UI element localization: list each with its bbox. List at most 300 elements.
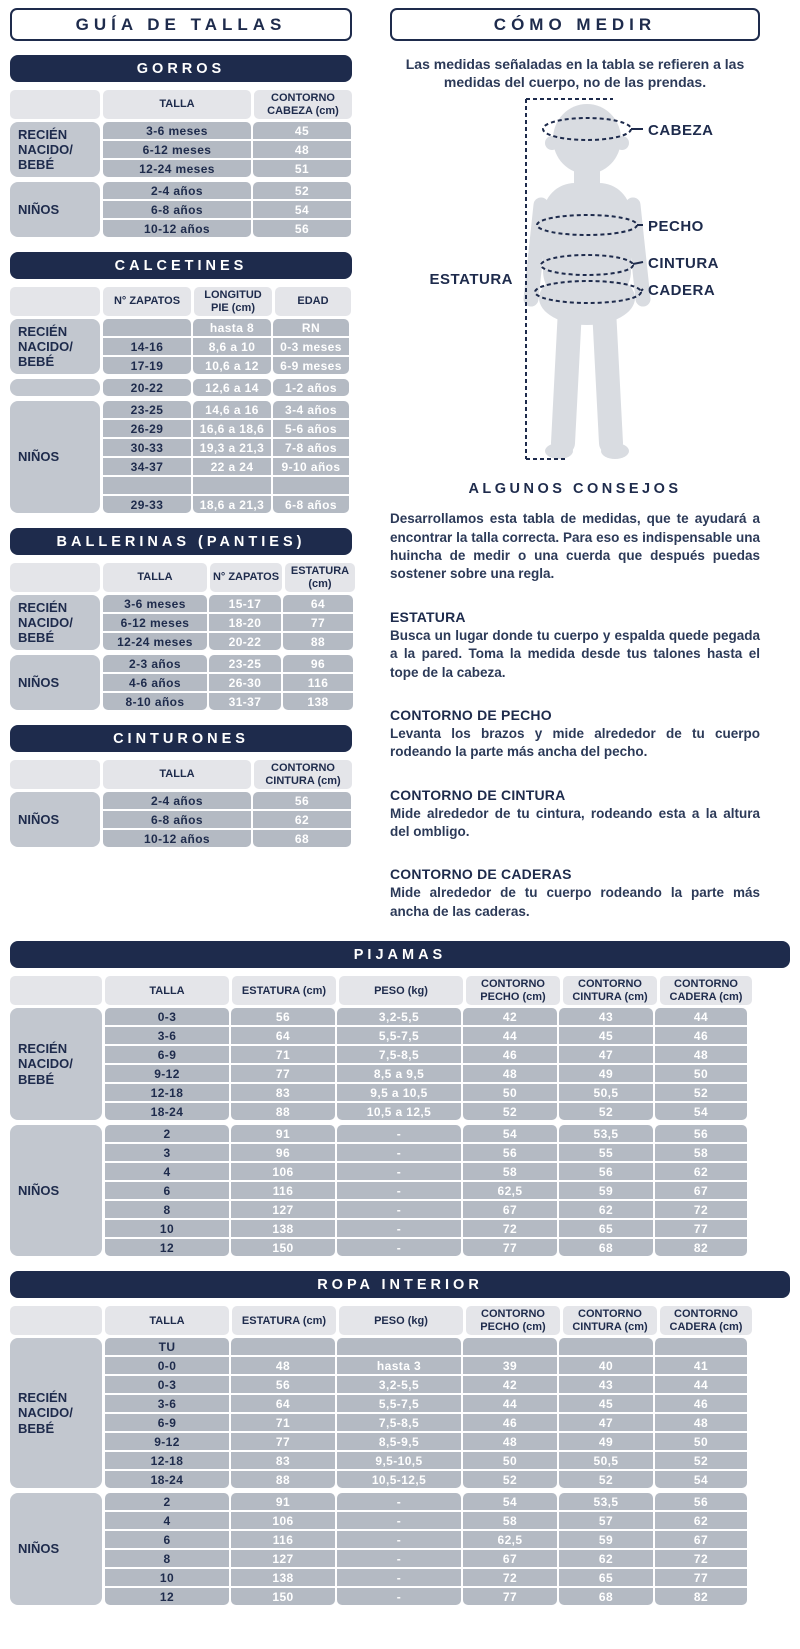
- cell-value: 54: [655, 1103, 747, 1120]
- cell-value: 150: [231, 1239, 335, 1256]
- cell-value: 50: [655, 1065, 747, 1082]
- advice-text: Levanta los brazos y mide alrededor de tu cuerpo rodeando la parte más ancha del pecho.: [390, 725, 760, 760]
- group-label: [10, 379, 100, 396]
- cell-talla: [103, 477, 191, 494]
- cell-value: 56: [655, 1125, 747, 1142]
- bottom-tables-host: [10, 941, 790, 1605]
- column-header-pijamas-0: TALLA: [105, 976, 229, 1005]
- cell-value: 54: [253, 201, 351, 218]
- cell-value: 54: [463, 1125, 557, 1142]
- cell-value: 3-4 años: [273, 401, 349, 418]
- column-header-gorros-0: TALLA: [103, 90, 251, 119]
- cell-value: 3,2-5,5: [337, 1376, 461, 1393]
- cell-value: 44: [655, 1008, 747, 1025]
- cell-value: 10,6 a 12: [193, 357, 271, 374]
- table-row: [103, 811, 352, 828]
- advice-heading: CONTORNO DE PECHO: [390, 706, 552, 723]
- column-header-cinturones-1: CONTORNO CINTURA (cm): [254, 760, 352, 789]
- table-row: [105, 1084, 790, 1101]
- table-row: [103, 614, 353, 631]
- cell-value: hasta 3: [337, 1357, 461, 1374]
- cell-value: 48: [463, 1065, 557, 1082]
- cell-value: 45: [253, 122, 351, 139]
- cell-value: 62: [559, 1550, 653, 1567]
- group-rows: [105, 1493, 790, 1605]
- cell-value: 58: [463, 1512, 557, 1529]
- cell-value: -: [337, 1531, 461, 1548]
- cell-value: 68: [559, 1588, 653, 1605]
- cell-talla: 6-8 años: [103, 201, 251, 218]
- diagram-label-cabeza: CABEZA: [648, 122, 714, 140]
- row-group: [10, 1125, 790, 1256]
- cell-talla: 12-18: [105, 1452, 229, 1469]
- column-header-pijamas-2: PESO (kg): [339, 976, 463, 1005]
- child-silhouette-icon: [531, 104, 643, 459]
- advice-estatura: [390, 609, 760, 682]
- cell-value: -: [337, 1512, 461, 1529]
- cell-value: 9,5 a 10,5: [337, 1084, 461, 1101]
- cell-value: 8,5 a 9,5: [337, 1065, 461, 1082]
- table-title-calcetines: CALCETINES: [10, 252, 352, 279]
- page-title-como-medir: CÓMO MEDIR: [390, 8, 760, 41]
- table-row: [103, 496, 352, 513]
- table-header-row: [10, 976, 790, 1005]
- cell-value: 62: [655, 1512, 747, 1529]
- group-label: RECIÉN NACIDO/ BEBÉ: [10, 122, 100, 177]
- table-row: [105, 1008, 790, 1025]
- cell-value: 44: [463, 1027, 557, 1044]
- table-row: [103, 379, 352, 396]
- cell-talla: 0-3: [105, 1008, 229, 1025]
- cell-value: 52: [655, 1452, 747, 1469]
- cell-talla: 8: [105, 1201, 229, 1218]
- cell-value: 116: [283, 674, 353, 691]
- column-header-ropa-interior-5: CONTORNO CADERA (cm): [660, 1306, 752, 1335]
- advice-text: Busca un lugar donde tu cuerpo y espalda quede pegada a la pared. Toma la medida desde tus talones hasta el tope de la cabeza.: [390, 627, 760, 680]
- cell-talla: TU: [105, 1338, 229, 1355]
- cell-value: 67: [463, 1201, 557, 1218]
- table-row: [105, 1163, 790, 1180]
- cell-talla: 34-37: [103, 458, 191, 475]
- cell-talla: 12: [105, 1588, 229, 1605]
- cell-value: [337, 1338, 461, 1355]
- column-header-pijamas-1: ESTATURA (cm): [232, 976, 336, 1005]
- column-header-ropa-interior-1: ESTATURA (cm): [232, 1306, 336, 1335]
- cell-value: 57: [559, 1512, 653, 1529]
- cell-talla: 9-12: [105, 1065, 229, 1082]
- cell-talla: 2: [105, 1125, 229, 1142]
- table-header-row: [10, 287, 352, 316]
- cell-value: 138: [283, 693, 353, 710]
- top-columns: [10, 8, 790, 921]
- table-row: [103, 122, 352, 139]
- cell-value: 49: [559, 1065, 653, 1082]
- cell-value: 72: [655, 1550, 747, 1567]
- table-row: [103, 439, 352, 456]
- table-row: [103, 477, 352, 494]
- cell-value: 10,5 a 12,5: [337, 1103, 461, 1120]
- cell-talla: 6: [105, 1182, 229, 1199]
- cell-talla: 30-33: [103, 439, 191, 456]
- column-header-pijamas-5: CONTORNO CADERA (cm): [660, 976, 752, 1005]
- group-label: RECIÉN NACIDO/ BEBÉ: [10, 595, 100, 650]
- cell-value: 22 a 24: [193, 458, 271, 475]
- cell-value: 65: [559, 1220, 653, 1237]
- cell-value: 44: [655, 1376, 747, 1393]
- cell-value: 106: [231, 1163, 335, 1180]
- cell-value: 77: [463, 1588, 557, 1605]
- cell-value: -: [337, 1201, 461, 1218]
- size-table-ropa-interior: [10, 1271, 790, 1605]
- cell-value: 44: [463, 1395, 557, 1412]
- cell-value: 56: [253, 792, 351, 809]
- advice-text: Mide alrededor de tu cuerpo rodeando la parte más ancha de las caderas.: [390, 885, 760, 919]
- cell-value: 46: [655, 1395, 747, 1412]
- cell-value: 43: [559, 1376, 653, 1393]
- cell-value: 56: [253, 220, 351, 237]
- cell-value: 9-10 años: [273, 458, 349, 475]
- group-rows: [103, 401, 352, 513]
- table-row: [105, 1103, 790, 1120]
- advice-contorno-cintura: [390, 787, 760, 842]
- group-rows: [105, 1338, 790, 1488]
- cell-value: 19,3 a 21,3: [193, 439, 271, 456]
- cell-value: 5,5-7,5: [337, 1027, 461, 1044]
- cell-value: 67: [463, 1550, 557, 1567]
- column-header-ballerinas-1: N° ZAPATOS: [210, 563, 282, 592]
- table-row: [103, 160, 352, 177]
- cell-talla: 0-0: [105, 1357, 229, 1374]
- cell-value: 48: [655, 1414, 747, 1431]
- cell-value: 59: [559, 1182, 653, 1199]
- intro-text: Las medidas señaladas en la tabla se refieren a las medidas del cuerpo, no de las prendas.: [405, 56, 745, 91]
- column-header-ballerinas-0: TALLA: [103, 563, 207, 592]
- cell-value: 15-17: [209, 595, 281, 612]
- advice-heading: ESTATURA: [390, 608, 466, 625]
- group-label: RECIÉN NACIDO/ BEBÉ: [10, 319, 100, 374]
- cell-value: [655, 1338, 747, 1355]
- size-table-gorros: [10, 55, 352, 237]
- cell-value: 65: [559, 1569, 653, 1586]
- cell-value: 64: [231, 1395, 335, 1412]
- table-header-row: [10, 90, 352, 119]
- table-row: [103, 655, 353, 672]
- advice-text: Mide alrededor de tu cintura, rodeando esta a la altura del ombligo.: [390, 805, 760, 839]
- table-row: [103, 401, 352, 418]
- cell-value: 45: [559, 1027, 653, 1044]
- header-spacer-cell: [10, 1306, 102, 1335]
- cell-talla: 4-6 años: [103, 674, 207, 691]
- table-row: [105, 1433, 790, 1450]
- table-row: [105, 1338, 790, 1355]
- table-row: [105, 1414, 790, 1431]
- cell-value: 83: [231, 1084, 335, 1101]
- header-spacer-cell: [10, 287, 100, 316]
- diagram-label-pecho: PECHO: [648, 218, 704, 236]
- cell-value: 6-8 años: [273, 496, 349, 513]
- cell-talla: 10: [105, 1220, 229, 1237]
- consejos-title: ALGUNOS CONSEJOS: [468, 481, 682, 498]
- row-group: [10, 401, 352, 513]
- table-header-row: [10, 760, 352, 789]
- cell-talla: 18-24: [105, 1471, 229, 1488]
- cell-value: 58: [655, 1144, 747, 1161]
- cell-value: 59: [559, 1531, 653, 1548]
- group-label: NIÑOS: [10, 1493, 102, 1605]
- cell-talla: 23-25: [103, 401, 191, 418]
- cell-value: 62: [559, 1201, 653, 1218]
- table-row: [105, 1588, 790, 1605]
- advice-contorno-caderas: [390, 866, 760, 921]
- table-row: [105, 1220, 790, 1237]
- cell-talla: 3-6: [105, 1027, 229, 1044]
- diagram-label-estatura: ESTATURA: [429, 271, 513, 289]
- table-row: [105, 1471, 790, 1488]
- table-header-row: [10, 1306, 790, 1335]
- column-header-cinturones-0: TALLA: [103, 760, 251, 789]
- table-row: [103, 633, 353, 650]
- cell-value: 67: [655, 1531, 747, 1548]
- cell-talla: 3-6 meses: [103, 122, 251, 139]
- cell-value: 26-30: [209, 674, 281, 691]
- cell-value: 62,5: [463, 1182, 557, 1199]
- cell-value: [463, 1338, 557, 1355]
- table-row: [105, 1125, 790, 1142]
- como-medir-column: [390, 8, 760, 921]
- cell-value: -: [337, 1569, 461, 1586]
- cell-value: [231, 1338, 335, 1355]
- diagram-label-cadera: CADERA: [648, 282, 716, 300]
- cell-talla: 12: [105, 1239, 229, 1256]
- cell-value: 48: [231, 1357, 335, 1374]
- cell-value: 48: [253, 141, 351, 158]
- cell-value: 127: [231, 1550, 335, 1567]
- row-group: [10, 182, 352, 237]
- cell-talla: 9-12: [105, 1433, 229, 1450]
- cell-talla: 10-12 años: [103, 830, 251, 847]
- cell-value: 46: [655, 1027, 747, 1044]
- cell-value: -: [337, 1182, 461, 1199]
- header-spacer-cell: [10, 976, 102, 1005]
- table-title-ballerinas: BALLERINAS (PANTIES): [10, 528, 352, 555]
- cell-value: -: [337, 1144, 461, 1161]
- cell-value: 150: [231, 1588, 335, 1605]
- group-rows: [105, 1125, 790, 1256]
- cell-talla: 0-3: [105, 1376, 229, 1393]
- column-header-ropa-interior-0: TALLA: [105, 1306, 229, 1335]
- table-row: [105, 1395, 790, 1412]
- cell-value: 67: [655, 1182, 747, 1199]
- cell-value: 51: [253, 160, 351, 177]
- column-header-pijamas-4: CONTORNO CINTURA (cm): [563, 976, 657, 1005]
- size-table-ballerinas: [10, 528, 352, 710]
- size-table-cinturones: [10, 725, 352, 847]
- table-row: [105, 1201, 790, 1218]
- cell-value: 6-9 meses: [273, 357, 349, 374]
- row-group: [10, 319, 352, 374]
- table-row: [105, 1452, 790, 1469]
- cell-value: 62,5: [463, 1531, 557, 1548]
- cell-value: 62: [253, 811, 351, 828]
- cell-value: 56: [231, 1376, 335, 1393]
- cell-value: 20-22: [209, 633, 281, 650]
- header-spacer-cell: [10, 760, 100, 789]
- table-row: [105, 1182, 790, 1199]
- group-label: RECIÉN NACIDO/ BEBÉ: [10, 1008, 102, 1120]
- cell-value: 41: [655, 1357, 747, 1374]
- cell-value: 72: [463, 1569, 557, 1586]
- cell-talla: 3: [105, 1144, 229, 1161]
- cell-value: 52: [559, 1471, 653, 1488]
- cell-value: 56: [463, 1144, 557, 1161]
- column-header-ropa-interior-2: PESO (kg): [339, 1306, 463, 1335]
- cell-value: 77: [655, 1220, 747, 1237]
- cell-value: 16,6 a 18,6: [193, 420, 271, 437]
- cell-value: [273, 477, 349, 494]
- cell-talla: 12-18: [105, 1084, 229, 1101]
- cell-value: 77: [463, 1239, 557, 1256]
- cell-talla: 6-12 meses: [103, 141, 251, 158]
- cell-value: 53,5: [559, 1125, 653, 1142]
- group-rows: [103, 122, 352, 177]
- full-width-tables: [10, 941, 790, 1605]
- table-title-cinturones: CINTURONES: [10, 725, 352, 752]
- cell-value: 18,6 a 21,3: [193, 496, 271, 513]
- cell-value: 1-2 años: [273, 379, 349, 396]
- cell-value: 106: [231, 1512, 335, 1529]
- cell-value: 52: [655, 1084, 747, 1101]
- cell-value: 48: [655, 1046, 747, 1063]
- cell-value: 50: [463, 1452, 557, 1469]
- table-row: [103, 674, 353, 691]
- cell-value: 47: [559, 1046, 653, 1063]
- cell-value: 68: [253, 830, 351, 847]
- cell-value: 8,6 a 10: [193, 338, 271, 355]
- cell-value: 12,6 a 14: [193, 379, 271, 396]
- cell-talla: 26-29: [103, 420, 191, 437]
- group-rows: [103, 379, 352, 396]
- cell-value: 50: [655, 1433, 747, 1450]
- cell-value: [193, 477, 271, 494]
- column-header-gorros-1: CONTORNO CABEZA (cm): [254, 90, 352, 119]
- cell-value: 46: [463, 1414, 557, 1431]
- cell-value: 39: [463, 1357, 557, 1374]
- cell-value: -: [337, 1125, 461, 1142]
- cell-value: 91: [231, 1493, 335, 1510]
- size-tables-column: [10, 8, 352, 921]
- cell-value: 64: [283, 595, 353, 612]
- row-group: [10, 655, 352, 710]
- cell-value: 52: [559, 1103, 653, 1120]
- cell-value: 8,5-9,5: [337, 1433, 461, 1450]
- header-spacer-cell: [10, 563, 100, 592]
- cell-talla: 20-22: [103, 379, 191, 396]
- cell-value: 116: [231, 1182, 335, 1199]
- cell-value: 91: [231, 1125, 335, 1142]
- column-header-ropa-interior-3: CONTORNO PECHO (cm): [466, 1306, 560, 1335]
- cell-value: 127: [231, 1201, 335, 1218]
- cell-value: 52: [463, 1103, 557, 1120]
- cell-talla: 18-24: [105, 1103, 229, 1120]
- cell-talla: 2-4 años: [103, 182, 251, 199]
- cell-value: 88: [283, 633, 353, 650]
- cell-value: 68: [559, 1239, 653, 1256]
- cell-value: 77: [283, 614, 353, 631]
- table-row: [105, 1569, 790, 1586]
- table-row: [103, 319, 352, 336]
- cell-value: 138: [231, 1569, 335, 1586]
- cell-talla: 12-24 meses: [103, 633, 207, 650]
- table-row: [103, 182, 352, 199]
- column-header-pijamas-3: CONTORNO PECHO (cm): [466, 976, 560, 1005]
- cell-talla: 14-16: [103, 338, 191, 355]
- cell-talla: 29-33: [103, 496, 191, 513]
- row-group: [10, 379, 352, 396]
- group-rows: [105, 1008, 790, 1120]
- group-label: NIÑOS: [10, 401, 100, 513]
- cell-value: 58: [463, 1163, 557, 1180]
- cell-value: 82: [655, 1239, 747, 1256]
- cell-value: 49: [559, 1433, 653, 1450]
- cell-talla: 6-12 meses: [103, 614, 207, 631]
- size-table-calcetines: [10, 252, 352, 513]
- group-label: NIÑOS: [10, 655, 100, 710]
- cell-value: 42: [463, 1008, 557, 1025]
- cell-value: 7,5-8,5: [337, 1046, 461, 1063]
- cell-talla: [103, 319, 191, 336]
- cell-value: 96: [283, 655, 353, 672]
- cell-value: 46: [463, 1046, 557, 1063]
- table-row: [103, 595, 353, 612]
- group-rows: [103, 319, 352, 374]
- table-row: [103, 420, 352, 437]
- cell-value: 7,5-8,5: [337, 1414, 461, 1431]
- cell-value: 72: [655, 1201, 747, 1218]
- cell-value: 138: [231, 1220, 335, 1237]
- cell-talla: 2-3 años: [103, 655, 207, 672]
- table-row: [105, 1493, 790, 1510]
- group-rows: [103, 655, 353, 710]
- cell-value: 52: [463, 1471, 557, 1488]
- table-row: [105, 1065, 790, 1082]
- cell-value: 45: [559, 1395, 653, 1412]
- advice-contorno-pecho: [390, 707, 760, 762]
- cell-talla: 4: [105, 1512, 229, 1529]
- table-row: [103, 141, 352, 158]
- cell-value: 77: [231, 1433, 335, 1450]
- table-row: [103, 693, 353, 710]
- size-table-pijamas: [10, 941, 790, 1256]
- group-label: NIÑOS: [10, 792, 100, 847]
- cell-talla: 2: [105, 1493, 229, 1510]
- table-row: [105, 1239, 790, 1256]
- cell-value: 116: [231, 1531, 335, 1548]
- cell-value: [559, 1338, 653, 1355]
- cell-value: 96: [231, 1144, 335, 1161]
- cell-talla: 10-12 años: [103, 220, 251, 237]
- cell-value: 71: [231, 1414, 335, 1431]
- cell-value: 7-8 años: [273, 439, 349, 456]
- column-header-calcetines-2: EDAD: [275, 287, 351, 316]
- cell-talla: 2-4 años: [103, 792, 251, 809]
- body-measurement-diagram: [391, 93, 759, 473]
- table-row: [105, 1512, 790, 1529]
- left-tables-host: [10, 55, 352, 847]
- cell-value: 50: [463, 1084, 557, 1101]
- advice-heading: CONTORNO DE CINTURA: [390, 786, 566, 803]
- group-rows: [103, 182, 352, 237]
- table-header-row: [10, 563, 352, 592]
